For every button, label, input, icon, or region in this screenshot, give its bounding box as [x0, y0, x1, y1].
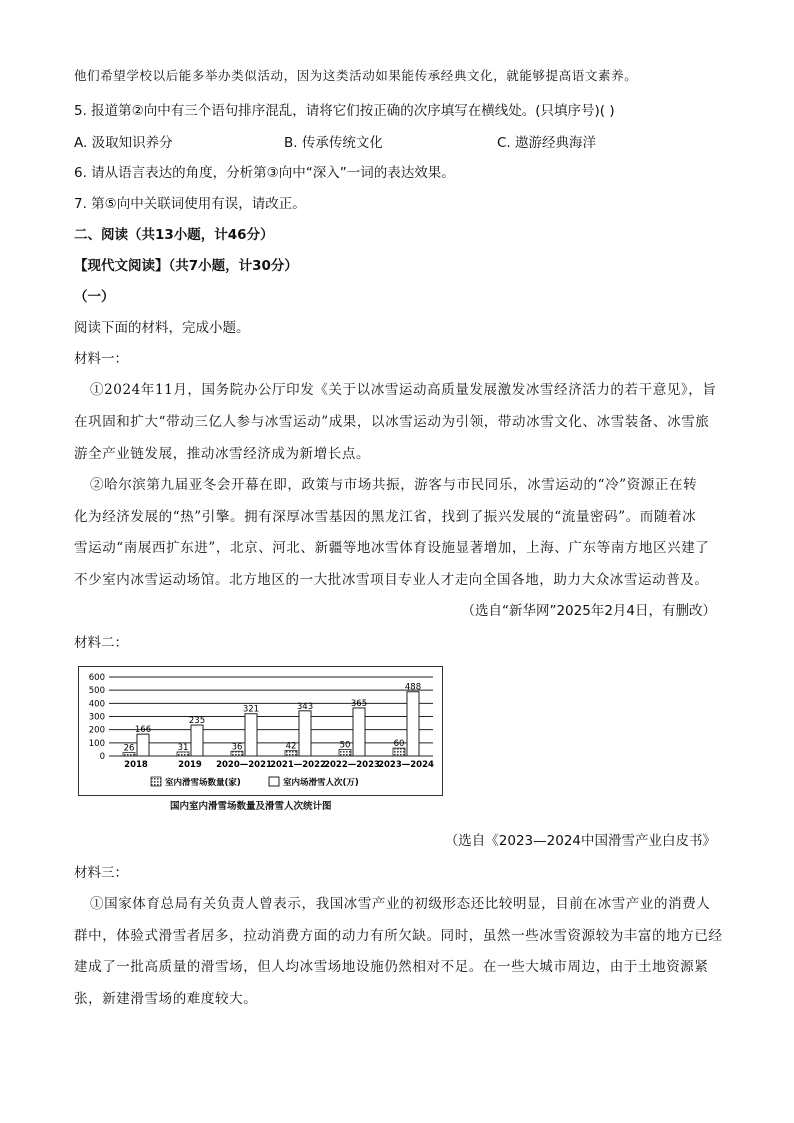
data-label-visits: 166 [134, 725, 152, 736]
data-label-visits: 365 [350, 698, 368, 709]
data-label-venues: 42 [285, 741, 297, 752]
bar-visits [407, 692, 419, 756]
m3-p1-line2: 群中，体验式滑雪者居多，拉动消费方面的动力有所欠缺。同时，虽然一些冰雪资源较为丰富的地方已经 [74, 928, 723, 944]
m1-p2-line3: 雪运动“南展西扩东进”，北京、河北、新疆等地冰雪体育设施显著增加，上海、广东等南方地区兴建了 [74, 540, 710, 556]
bar-venues [393, 748, 405, 756]
source-2: （选自《2023—2024中国滑雪产业白皮书》 [444, 833, 716, 849]
bar-visits [137, 734, 149, 756]
m3-p1-line4: 张，新建滑雪场的难度较大。 [74, 991, 258, 1007]
y-tick-label: 500 [88, 686, 105, 697]
bar-visits [353, 708, 365, 756]
material-1-label: 材料一： [74, 351, 128, 367]
x-tick-label: 2020—2021 [216, 760, 272, 770]
source-1: （选自“新华网”2025年2月4日，有删改） [461, 603, 716, 619]
chart-title: 国内室内滑雪场数量及滑雪人次统计图 [170, 801, 332, 812]
option-c: C. 遨游经典海洋 [497, 135, 597, 151]
data-label-venues: 50 [339, 740, 351, 751]
bar-visits [191, 725, 203, 756]
data-label-venues: 60 [393, 739, 405, 750]
y-tick-label: 0 [99, 752, 105, 762]
legend-label-venues: 室内滑雪场数量(家) [165, 778, 241, 788]
m1-p2-line1: ②哈尔滨第九届亚冬会开幕在即，政策与市场共振，游客与市民同乐，冰雪运动的“冷”资源正在转 [90, 477, 698, 493]
y-tick-label: 300 [88, 712, 105, 723]
m1-p1-line3: 游全产业链发展，推动冰雪经济成为新增长点。 [74, 446, 371, 462]
x-tick-label: 2022—2023 [324, 760, 380, 770]
m1-p1-line2: 在巩固和扩大“带动三亿人参与冰雪运动”成果，以冰雪运动为引领，带动冰雪文化、冰雪装备、冰雪旅 [74, 414, 710, 430]
legend-label-visits: 室内场滑雪人次(万) [283, 778, 359, 788]
y-tick-label: 400 [88, 699, 105, 710]
section-2-heading: 二、阅读（共13小题，计46分） [74, 227, 274, 243]
y-tick-label: 600 [88, 673, 105, 683]
question-7: 7. 第⑤向中关联词使用有误，请改正。 [74, 196, 306, 212]
legend-swatch-visits [269, 777, 279, 786]
option-a: A. 汲取知识养分 [74, 135, 173, 151]
data-label-visits: 321 [242, 704, 260, 715]
bar-chart [79, 667, 441, 794]
legend-swatch-venues [151, 777, 161, 786]
option-b: B. 传承传统文化 [284, 135, 383, 151]
x-tick-label: 2021—2022 [270, 760, 326, 770]
material-2-label: 材料二： [74, 635, 128, 651]
bar-visits [299, 711, 311, 756]
question-6: 6. 请从语言表达的角度，分析第③向中“深入”一词的表达效果。 [74, 165, 455, 181]
m1-p2-line2: 化为经济发展的“热”引擎。拥有深厚冰雪基因的黑龙江省，找到了振兴发展的“流量密码”。而随着冰 [74, 509, 697, 525]
data-label-venues: 36 [231, 742, 243, 753]
y-tick-label: 100 [88, 738, 105, 749]
bar-visits [245, 714, 257, 756]
data-label-visits: 488 [404, 682, 422, 693]
modern-reading-heading: 【现代文阅读】（共7小题，计30分） [74, 258, 298, 274]
m3-p1-line1: ①国家体育总局有关负责人曾表示，我国冰雪产业的初级形态还比较明显，目前在冰雪产业的消费人 [90, 896, 711, 912]
instruction: 阅读下面的材料，完成小题。 [74, 320, 250, 336]
x-tick-label: 2018 [124, 760, 148, 770]
m3-p1-line3: 建成了一批高质量的滑雪场，但人均冰雪场地设施仍然相对不足。在一些大城市周边，由于土地资源紧 [74, 959, 709, 975]
data-label-venues: 26 [123, 743, 135, 754]
question-5: 5. 报道第②向中有三个语句排序混乱，请将它们按正确的次序填写在横线处。(只填序号)( ) [74, 103, 615, 119]
x-tick-label: 2023—2024 [378, 760, 434, 770]
line-l1: 他们希望学校以后能多举办类似活动，因为这类活动如果能传承经典文化，就能够提高语文素养。 [74, 68, 638, 83]
m1-p2-line4: 不少室内冰雪运动场馆。北方地区的一大批冰雪项目专业人才走向全国各地，助力大众冰雪运动普及。 [74, 572, 709, 588]
data-label-visits: 343 [296, 701, 314, 712]
chart-frame [78, 666, 443, 796]
part-1-heading: （一） [74, 289, 115, 305]
data-label-visits: 235 [188, 716, 206, 727]
material-3-label: 材料三： [74, 865, 128, 881]
x-tick-label: 2019 [178, 760, 202, 770]
data-label-venues: 31 [177, 742, 189, 753]
y-tick-label: 200 [88, 725, 105, 736]
m1-p1-line1: ①2024年11月，国务院办公厅印发《关于以冰雪运动高质量发展激发冰雪经济活力的若干意见》，旨 [90, 382, 717, 398]
